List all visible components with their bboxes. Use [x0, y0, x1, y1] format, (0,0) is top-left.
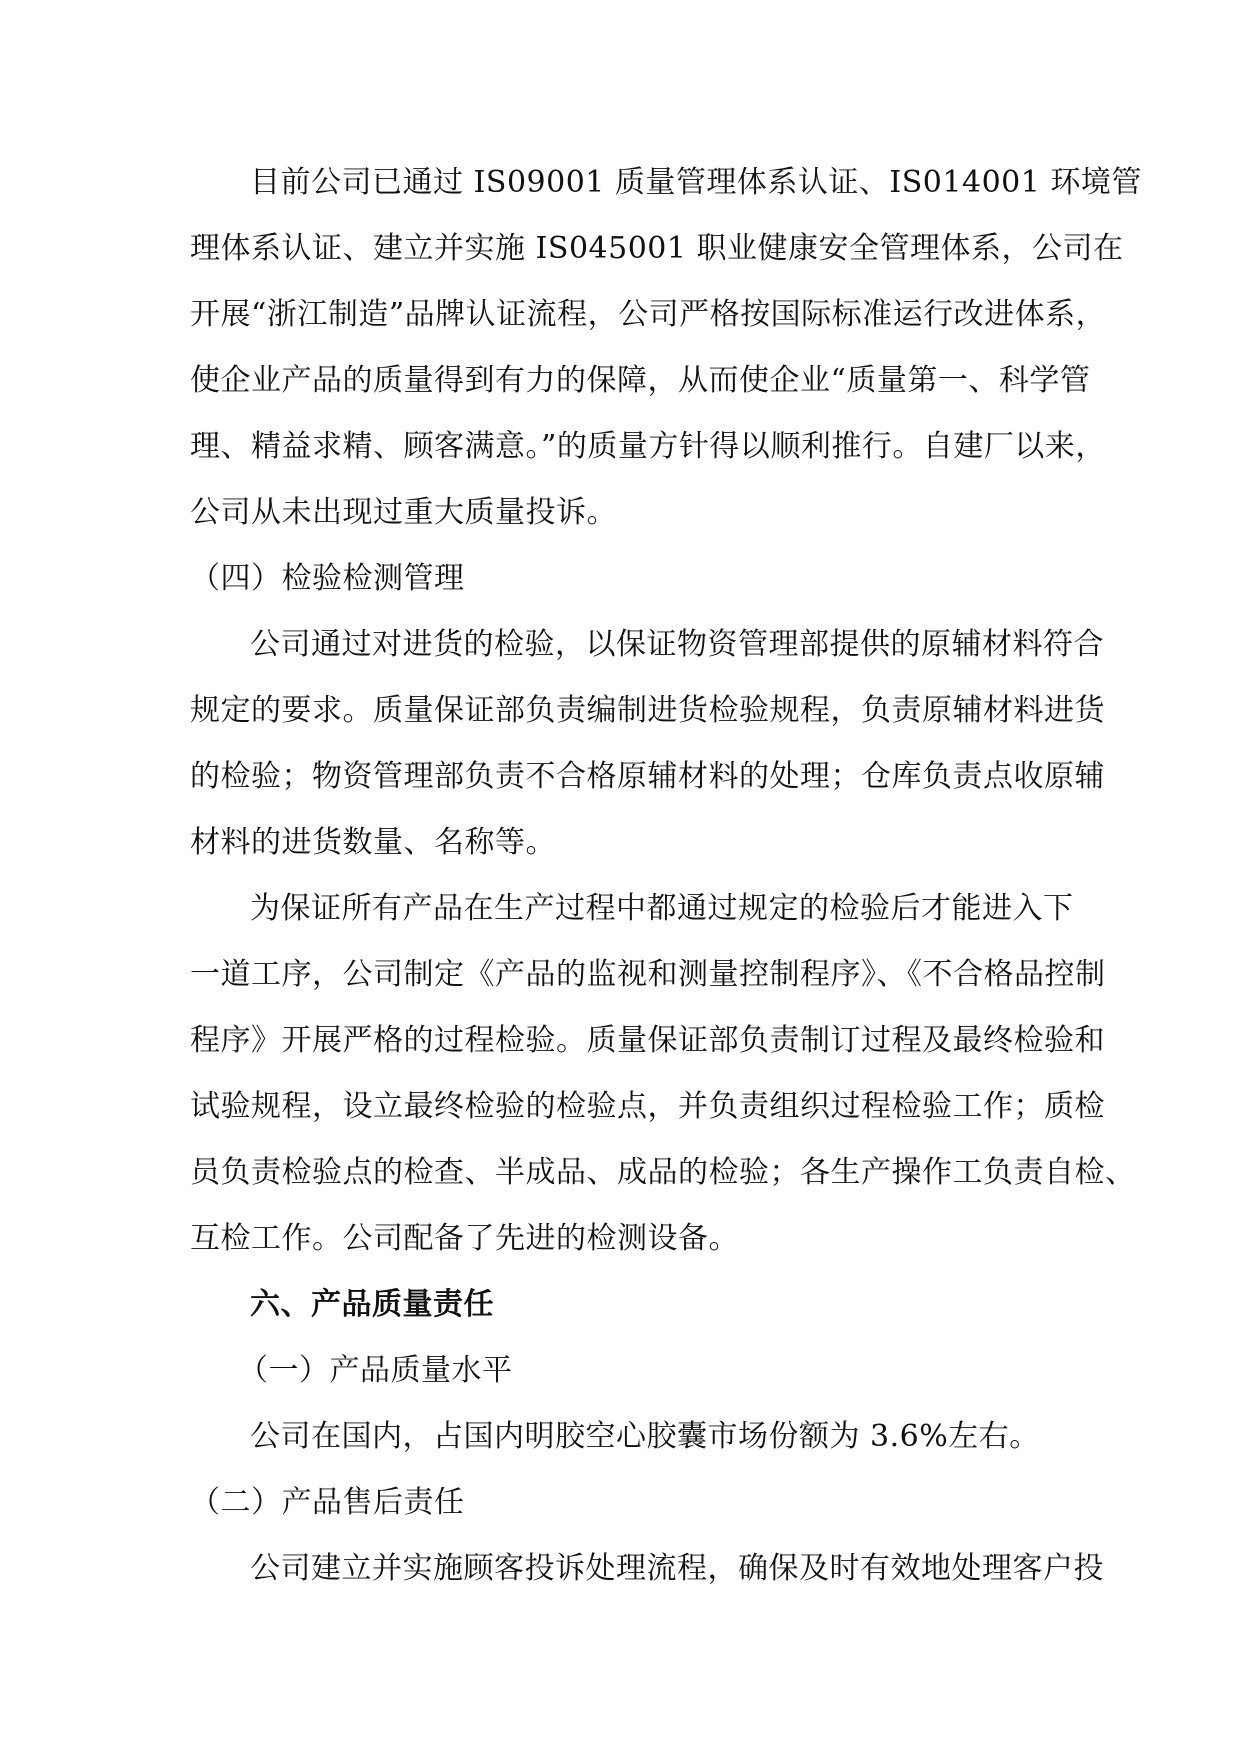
- text-line: 的检验；物资管理部负责不合格原辅材料的处理；仓库负责点收原辅: [190, 759, 1105, 794]
- text-line: 为保证所有产品在生产过程中都通过规定的检验后才能进入下: [250, 891, 1074, 926]
- text-line: 试验规程，设立最终检验的检验点，并负责组织过程检验工作；质检: [190, 1089, 1105, 1124]
- section-title: 六、产品质量责任: [250, 1287, 494, 1322]
- paragraph-certifications: [190, 150, 1142, 546]
- section-title-product-quality-responsibility: [190, 1272, 1050, 1338]
- text-line: 员负责检验点的检查、半成品、成品的检验；各生产操作工负责自检、: [190, 1155, 1136, 1190]
- section-heading: （一）产品质量水平: [238, 1353, 513, 1388]
- paragraph-incoming-inspection: [190, 612, 1105, 876]
- paragraph-market-share: [190, 1404, 1050, 1470]
- text-line: 理体系认证、建立并实施 IS045001 职业健康安全管理体系，公司在: [190, 231, 1124, 266]
- text-line: 一道工序，公司制定《产品的监视和测量控制程序》、《不合格品控制: [190, 957, 1106, 992]
- text-line: 目前公司已通过 IS09001 质量管理体系认证、IS014001 环境管: [250, 165, 1142, 200]
- text-line: 公司从未出现过重大质量投诉。: [190, 495, 617, 530]
- text-line: 程序》开展严格的过程检验。质量保证部负责制订过程及最终检验和: [190, 1023, 1105, 1058]
- text-line: 公司通过对进货的检验，以保证物资管理部提供的原辅材料符合: [250, 627, 1104, 662]
- paragraph-complaint-handling: [190, 1536, 1104, 1602]
- heading-after-sales: [190, 1470, 1050, 1536]
- paragraph-process-inspection: [190, 876, 1136, 1272]
- text-line: 使企业产品的质量得到有力的保障，从而使企业“质量第一、科学管: [190, 363, 1091, 398]
- section-heading: （四）检验检测管理: [190, 561, 465, 596]
- heading-quality-level: [190, 1338, 1050, 1404]
- text-line: 材料的进货数量、名称等。: [190, 825, 556, 860]
- heading-inspection-management: [190, 546, 1050, 612]
- text-line: 公司建立并实施顾客投诉处理流程，确保及时有效地处理客户投: [250, 1551, 1104, 1586]
- text-line: 互检工作。公司配备了先进的检测设备。: [190, 1221, 739, 1256]
- text-line: 开展“浙江制造”品牌认证流程，公司严格按国际标准运行改进体系，: [190, 297, 1107, 332]
- text-line: 理、精益求精、顾客满意。”的质量方针得以顺利推行。自建厂以来，: [190, 429, 1106, 464]
- text-line: 规定的要求。质量保证部负责编制进货检验规程，负责原辅材料进货: [190, 693, 1105, 728]
- section-heading: （二）产品售后责任: [190, 1485, 465, 1520]
- text-line: 公司在国内，占国内明胶空心胶囊市场份额为 3.6%左右。: [250, 1419, 1040, 1454]
